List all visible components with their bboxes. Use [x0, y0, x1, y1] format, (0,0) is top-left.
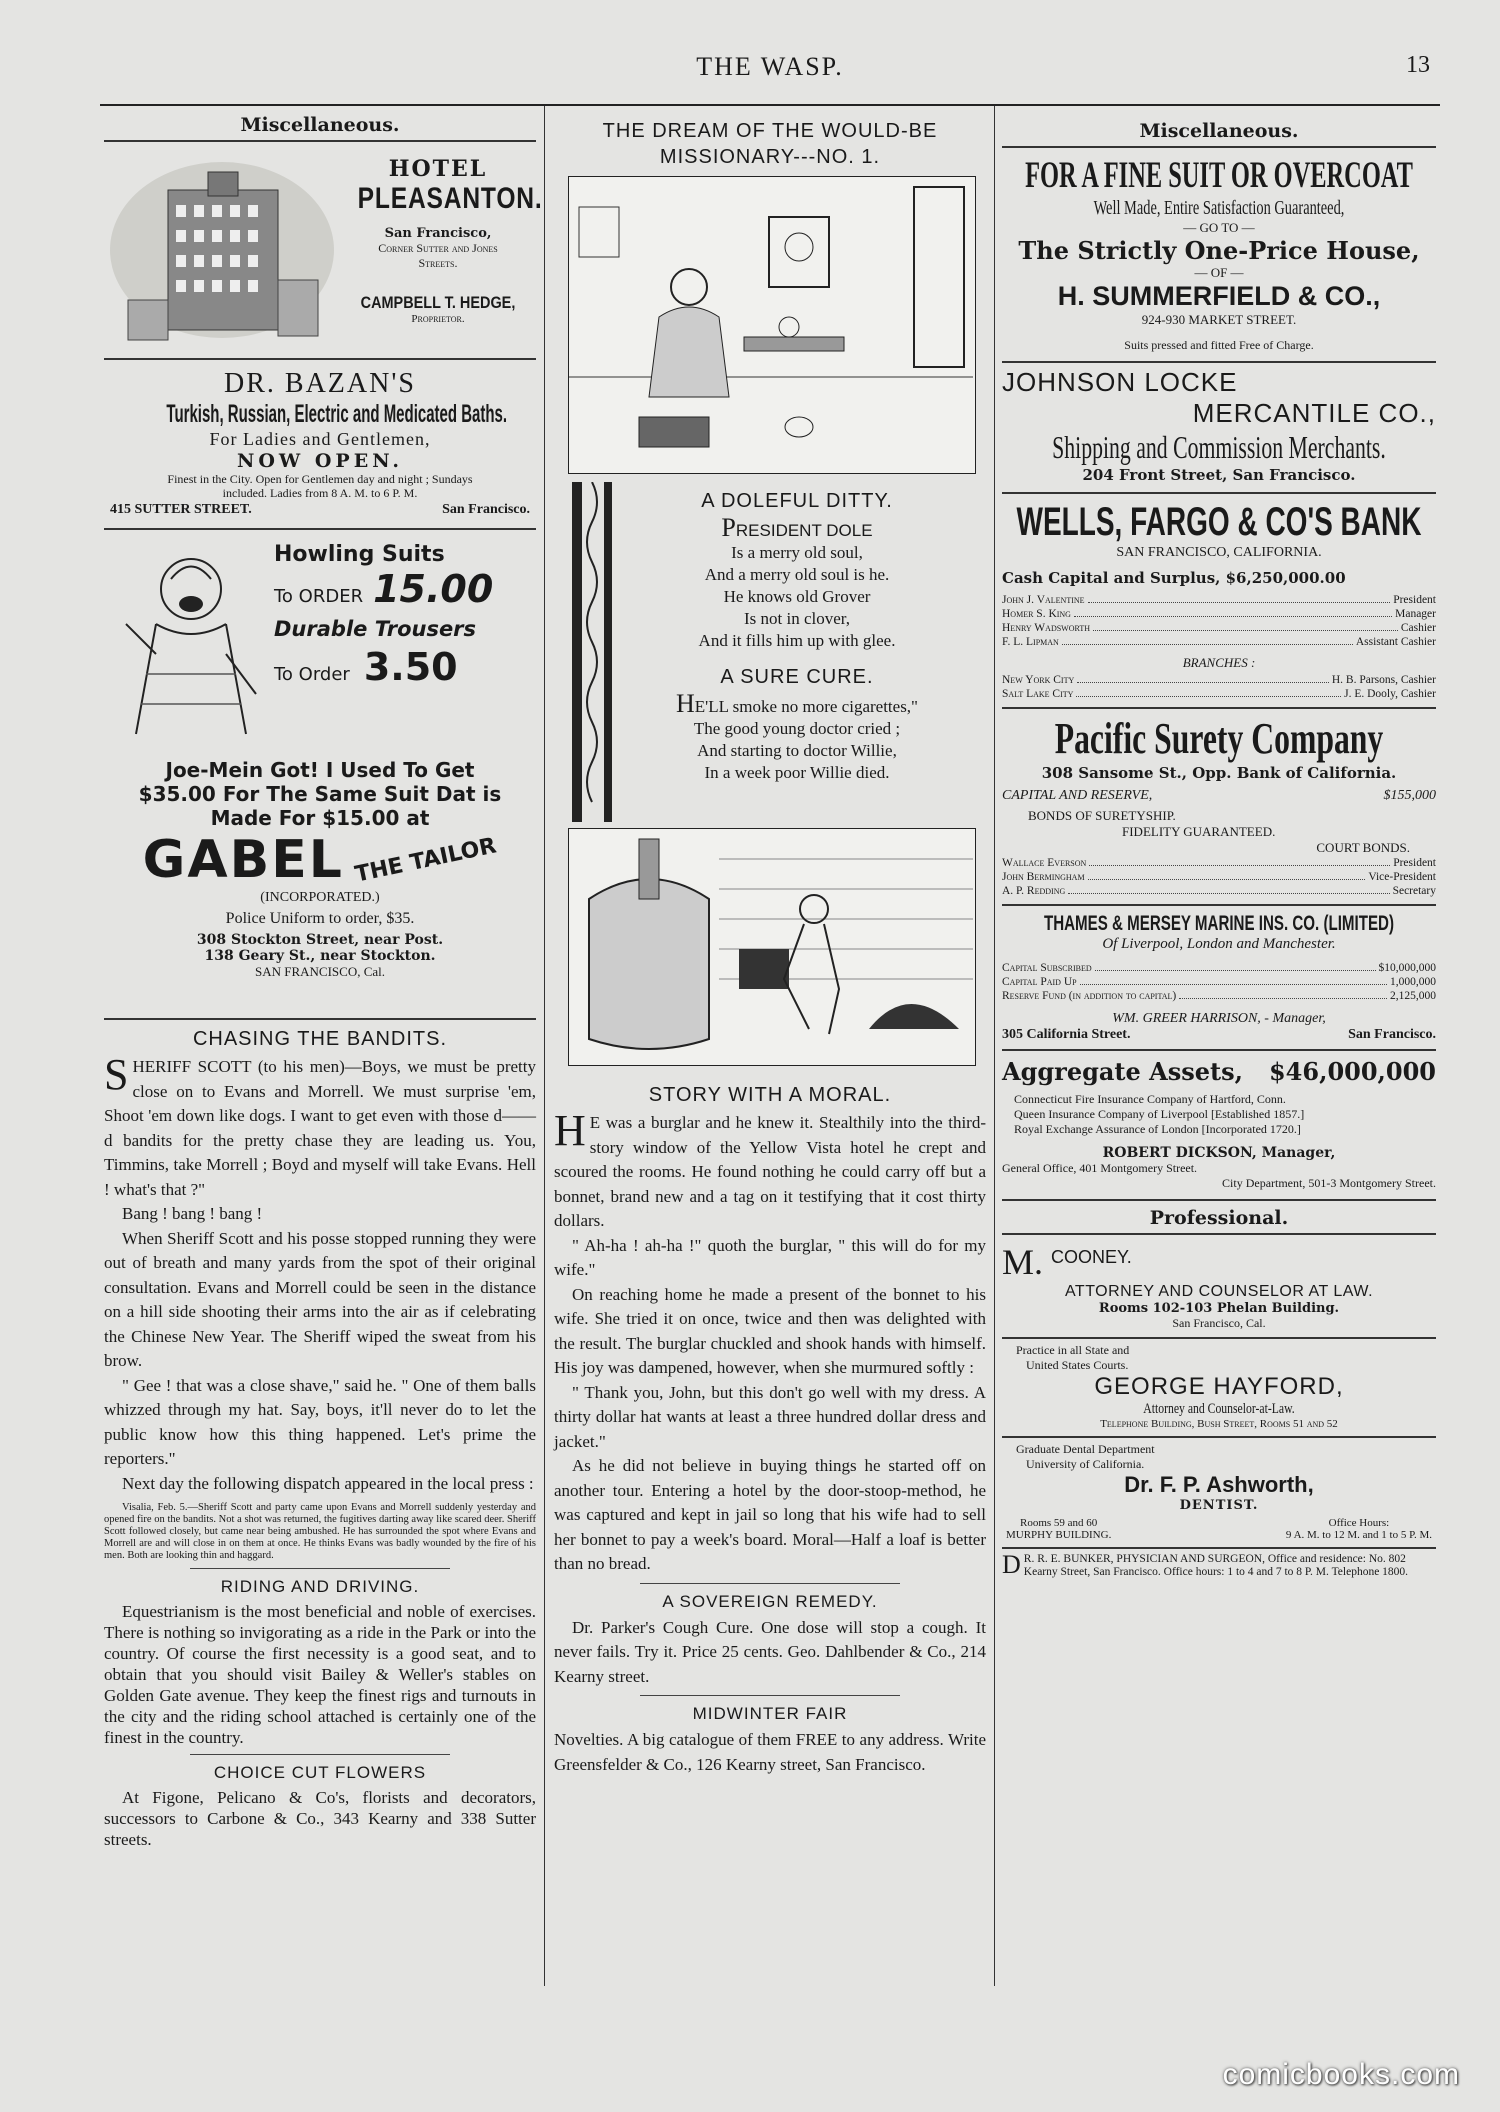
bunker-card — [1002, 1549, 1436, 1579]
hayford-title: Attorney and Counselor-at-Law. — [1143, 1401, 1295, 1417]
summerfield-ad — [1002, 148, 1436, 363]
cooney-city: San Francisco, Cal. — [1172, 1316, 1266, 1330]
fair-title: MIDWINTER FAIR — [692, 1704, 848, 1723]
cooney-title: ATTORNEY AND COUNSELOR AT LAW. — [1064, 1283, 1374, 1300]
gabel-to-order-2: To Order — [274, 664, 350, 685]
cooney-rooms: Rooms 102-103 Phelan Building. — [1098, 1301, 1340, 1316]
ditty-line-5: Is not in clover, — [743, 609, 851, 628]
thames-capital-row — [1002, 975, 1436, 989]
wells-officer-row — [1002, 607, 1436, 621]
assets-manager: ROBERT DICKSON, Manager, — [1102, 1145, 1336, 1161]
ditty-line-6: And it fills him up with glee. — [698, 631, 896, 650]
ashworth-rooms-1: Rooms 59 and 60 — [1020, 1517, 1098, 1529]
bazan-info-2: included. Ladies from 8 A. M. to 6 P. M. — [222, 486, 418, 500]
ledger-name: Henry Wadsworth — [1002, 622, 1091, 634]
cure-line-2: The good young doctor cried ; — [693, 719, 901, 738]
professional-heading: Professional. — [1002, 1201, 1436, 1235]
ashworth-hours-2: 9 A. M. to 12 M. and 1 to 5 P. M. — [1285, 1529, 1432, 1541]
bandits-p1: HERIFF SCOTT (to his men)—Boys, we must be pretty close on to Evans and Morrell. We must surprise 'em, Shoot 'em down like dogs. I want to get even with those d——d bandits for the pretty chase they are leading us. You, Timmins, take Morrell ; Boyd and myself will take Evans. Hell ! what's that ?" — [104, 1057, 536, 1199]
cure-line-3: And starting to doctor Willie, — [697, 741, 897, 760]
ledger-name: Reserve Fund (in addition to capital) — [1002, 990, 1177, 1002]
hayford-name: GEORGE HAYFORD, — [1094, 1373, 1344, 1400]
remedy-title: A SOVEREIGN REMEDY. — [662, 1591, 878, 1611]
hayford-address: Telephone Building, Bush Street, Rooms 51 and 52 — [1100, 1418, 1338, 1430]
ledger-value: President — [1393, 594, 1436, 606]
column-divider-2 — [994, 106, 995, 1986]
ditty-line-4: He knows old Grover — [723, 587, 871, 606]
cooney-initial: M. — [1002, 1242, 1044, 1282]
bandits-p2: Bang ! bang ! bang ! — [122, 1204, 263, 1223]
hotel-name-2: PLEASANTON. — [357, 182, 543, 215]
ledger-name: Salt Lake City — [1002, 688, 1074, 700]
column-left — [104, 106, 543, 1850]
wells-capital: Cash Capital and Surplus, $6,250,000.00 — [1002, 569, 1346, 587]
thames-capital-list — [1002, 961, 1436, 1003]
pacific-name: Pacific Surety Company — [1054, 714, 1384, 763]
ledger-name: John Bermingham — [1002, 871, 1085, 883]
summerfield-goto: — GO TO — — [1183, 220, 1255, 235]
gabel-police: Police Uniform to order, $35. — [225, 910, 415, 927]
bazan-address: 415 SUTTER STREET. — [110, 502, 252, 517]
ashworth-title: DENTIST. — [1179, 1498, 1259, 1513]
bunker-text: R. R. E. BUNKER, PHYSICIAN AND SURGEON, Office and residence: No. 802 Kearny Street, San Francisco. Office hours: 1 to 4 and 7 to 8 P. M. Telephone 1800. — [1023, 1553, 1409, 1578]
poems-block — [568, 482, 976, 822]
bandits-article — [104, 1050, 536, 1562]
pacific-capital-label: CAPITAL AND RESERVE, — [1002, 788, 1153, 803]
pacific-address: 308 Sansome St., Opp. Bank of California. — [1041, 764, 1397, 782]
ashworth-rooms-2: MURPHY BUILDING. — [1006, 1529, 1112, 1541]
assets-label: Aggregate Assets, — [1002, 1057, 1244, 1086]
gabel-speech-3: Made For $15.00 at — [210, 806, 430, 830]
ledger-value: Assistant Cashier — [1355, 636, 1436, 648]
pacific-officer-row — [1002, 870, 1436, 884]
pacific-bonds: BONDS OF SURETYSHIP. — [1028, 808, 1176, 823]
gabel-city: SAN FRANCISCO, Cal. — [254, 964, 386, 979]
misc-heading-right: Miscellaneous. — [1002, 106, 1436, 148]
gabel-trousers-line: Durable Trousers — [274, 617, 477, 641]
stoker-scene-drawing — [569, 829, 973, 1063]
pacific-fidelity: FIDELITY GUARANTEED. — [1122, 824, 1276, 839]
pacific-officer-row — [1002, 884, 1436, 898]
gabel-speech-2: $35.00 For The Same Suit Dat is — [138, 782, 502, 806]
bandits-p4: " Gee ! that was a close shave," said he. " One of them balls whizzed through my hat. Say, boys, it'll never do to let the public know how this thing happened. Let's prime the reporters." — [104, 1375, 536, 1468]
page-header — [100, 52, 1440, 92]
wells-officers-list — [1002, 593, 1436, 649]
ledger-name: A. P. Redding — [1002, 885, 1066, 897]
tailor-cartoon-illustration — [116, 544, 266, 744]
ashworth-hours-1: Office Hours: — [1328, 1517, 1390, 1529]
hayford-card — [1002, 1339, 1436, 1438]
thames-capital-row — [1002, 989, 1436, 1003]
ledger-value: H. B. Parsons, Cashier — [1331, 674, 1436, 686]
decorative-border-strip — [568, 482, 618, 822]
gabel-price-suit: 15.00 — [373, 567, 494, 611]
dream-illustration — [568, 176, 976, 474]
summerfield-house: The Strictly One-Price House, — [1018, 236, 1420, 265]
story-p3: On reaching home he made a present of the bonnet to his wife. She tried it on once, twice and then was delighted with the result. The burglar chuckled and shook hands with himself. His joy was dampened, however, when she murmured softly : — [554, 1284, 986, 1377]
summerfield-sub: Well Made, Entire Satisfaction Guaranteed, — [1093, 197, 1345, 219]
johnson-locke-ad — [1002, 363, 1436, 494]
wells-branches-list — [1002, 673, 1436, 701]
gabel-price-trousers: 3.50 — [363, 645, 458, 689]
ledger-value: Vice-President — [1368, 871, 1436, 883]
ditty-line-3: And a merry old soul is he. — [704, 565, 890, 584]
ledger-value: Cashier — [1400, 622, 1436, 634]
bazan-name: DR. BAZAN'S — [224, 368, 416, 399]
thames-name: THAMES & MERSEY MARINE INS. CO. (LIMITED) — [1043, 912, 1395, 935]
ledger-name: Wallace Everson — [1002, 857, 1087, 869]
hayford-practice-1: Practice in all State and — [1016, 1343, 1130, 1357]
bandits-dropcap: S — [104, 1050, 129, 1099]
gabel-to-order: To ORDER — [274, 586, 364, 607]
pacific-capital-value: $155,000 — [1383, 788, 1436, 803]
riding-text: Equestrianism is the most beneficial and noble of exercises. There is nothing so invigorating as a ride in the Park or into the country. Of course the first necessity is a good seat, and to obtain that you should visit Bailey & Weller's stables on Golden Gate avenue. They keep the finest rigs and turnouts in the city and the riding school attached is certainly one of the finest in the country. — [104, 1602, 536, 1747]
ditty-line-2: Is a merry old soul, — [731, 543, 863, 562]
story-article — [554, 1106, 986, 1577]
thames-manager: WM. GREER HARRISON, - Manager, — [1112, 1011, 1326, 1026]
bazan-baths-ad — [104, 360, 536, 530]
cooney-name: COONEY. — [1051, 1247, 1132, 1267]
bazan-baths: Turkish, Russian, Electric and Medicated Baths. — [166, 400, 508, 428]
assets-city-dept: City Department, 501-3 Montgomery Street. — [1222, 1176, 1436, 1190]
ledger-value: President — [1393, 857, 1436, 869]
riding-title: RIDING AND DRIVING. — [220, 1577, 420, 1596]
story-dropcap: H — [554, 1106, 586, 1155]
pacific-surety-ad — [1002, 709, 1436, 906]
fair-text: Novelties. A big catalogue of them FREE to any address. Write Greensfelder & Co., 126 Kearny street, San Francisco. — [554, 1730, 986, 1774]
hotel-corner-2: Streets. — [418, 256, 458, 270]
remedy-text: Dr. Parker's Cough Cure. One dose will stop a cough. It never fails. Try it. Price 25 cents. Geo. Dahlbender & Co., 214 Kearny street. — [554, 1617, 986, 1686]
bazan-info-1: Finest in the City. Open for Gentlemen day and night ; Sundays — [167, 472, 473, 486]
column-right — [1002, 106, 1436, 1579]
column-divider-1 — [544, 106, 545, 1986]
pacific-court: COURT BONDS. — [1316, 840, 1410, 855]
misc-heading: Miscellaneous. — [104, 106, 536, 142]
gabel-name: GABEL — [142, 830, 344, 890]
assets-office: General Office, 401 Montgomery Street. — [1002, 1161, 1198, 1175]
ledger-value: Manager — [1395, 608, 1436, 620]
ledger-name: Capital Paid Up — [1002, 976, 1077, 988]
bandits-dispatch: Visalia, Feb. 5.—Sheriff Scott and party came upon Evans and Morrell suddenly yesterday and opened fire on the bandits. Not a shot was returned, the fugitives darting away like scared deer. Sheriff Scott followed closely, but came near being ambushed. He has surrounded the spot where Evans and Morrell are and will close in on them at once. He thinks Evans was badly wounded by the fire of his men. Both are looking thin and haggard. — [104, 1502, 536, 1561]
ledger-value: 2,125,000 — [1390, 990, 1436, 1002]
hotel-name-1: HOTEL — [388, 156, 488, 182]
gabel-address-1: 308 Stockton Street, near Post. — [196, 932, 444, 948]
story-p5: As he did not believe in buying things he started off on another tour. Entering a hotel by the door-stoop-method, he was captured and kept in jail so long that his wife had to sell her bonnet to pay a week's board. Moral—Half a loaf is better than no bread. — [554, 1456, 986, 1573]
ashworth-card — [1002, 1438, 1436, 1549]
gabel-tailor-ad — [104, 530, 536, 1020]
summerfield-name: H. SUMMERFIELD & CO., — [1057, 281, 1381, 311]
ledger-value: 1,000,000 — [1390, 976, 1436, 988]
bandits-p5: Next day the following dispatch appeared in the local press : — [122, 1473, 534, 1493]
bazan-for: For Ladies and Gentlemen, — [209, 429, 431, 449]
wells-city: SAN FRANCISCO, CALIFORNIA. — [1116, 545, 1322, 560]
wells-name: WELLS, FARGO & CO'S BANK — [1016, 500, 1422, 544]
assets-company-3: Royal Exchange Assurance of London [Incorporated 1720.] — [1014, 1122, 1301, 1136]
ledger-value: J. E. Dooly, Cashier — [1344, 688, 1436, 700]
assets-company-2: Queen Insurance Company of Liverpool [Established 1857.] — [1014, 1107, 1305, 1121]
gabel-address-2: 138 Geary St., near Stockton. — [204, 948, 436, 964]
ledger-value: Secretary — [1392, 885, 1436, 897]
ledger-name: John J. Valentine — [1002, 594, 1085, 606]
story-p2: " Ah-ha ! ah-ha !" quoth the burglar, " this will do for my wife." — [554, 1235, 986, 1279]
furnace-illustration — [568, 828, 976, 1066]
story-p1: E was a burglar and he knew it. Stealthily into the third-story window of the Yellow Vista hotel he crept and scoured the rooms. He found nothing he could carry off but a bonnet, brand new and a tag on it testifying that it cost thirty dollars. — [554, 1113, 986, 1230]
wells-fargo-ad — [1002, 494, 1436, 709]
wells-branch-row — [1002, 673, 1436, 687]
thames-capital-row — [1002, 961, 1436, 975]
cure-title: A SURE CURE. — [720, 666, 874, 688]
pacific-officer-row — [1002, 856, 1436, 870]
ashworth-grad-2: University of California. — [1026, 1457, 1145, 1471]
cure-line-4: In a week poor Willie died. — [704, 763, 890, 782]
ditty-title: A DOLEFUL DITTY. — [701, 490, 893, 512]
summerfield-headline: FOR A FINE SUIT OR OVERCOAT — [1025, 155, 1413, 196]
flowers-text: At Figone, Pelicano & Co's, florists and decorators, successors to Carbone & Co., 343 Kearny and 338 Sutter streets. — [104, 1788, 536, 1849]
page-number: 13 — [1406, 52, 1430, 78]
ledger-name: Homer S. King — [1002, 608, 1071, 620]
hotel-pleasanton-ad — [104, 142, 543, 360]
bazan-open: NOW OPEN. — [237, 450, 403, 472]
wells-officer-row — [1002, 621, 1436, 635]
summerfield-note: Suits pressed and fitted Free of Charge. — [1124, 338, 1314, 352]
dream-title: THE DREAM OF THE WOULD-BE MISSIONARY---NO. 1. — [602, 120, 938, 168]
bunker-dropcap: D — [1002, 1550, 1021, 1579]
ledger-name: Capital Subscribed — [1002, 962, 1092, 974]
thames-address: 305 California Street. — [1002, 1027, 1131, 1042]
room-scene-drawing — [569, 177, 973, 471]
summerfield-of: — OF — — [1194, 265, 1244, 280]
ditty-line-1: RESIDENT DOLE — [735, 521, 873, 540]
locke-company: MERCANTILE CO., — [1192, 398, 1436, 428]
hayford-practice-2: United States Courts. — [1026, 1358, 1129, 1372]
pacific-officers-list — [1002, 856, 1436, 898]
wells-branch-row — [1002, 687, 1436, 701]
hotel-building-illustration — [108, 150, 336, 350]
assets-value: $46,000,000 — [1268, 1057, 1436, 1086]
thames-mersey-ad — [1002, 906, 1436, 1051]
bandits-title: CHASING THE BANDITS. — [192, 1028, 448, 1050]
hotel-proprietor-name: CAMPBELL T. HEDGE, — [360, 293, 516, 312]
story-title: STORY WITH A MORAL. — [648, 1084, 892, 1106]
wells-officer-row — [1002, 593, 1436, 607]
hotel-corner-1: Corner Sutter and Jones — [378, 241, 498, 255]
bandits-p3: When Sheriff Scott and his posse stopped running they were out of breath and many yards from the spot of their original consultation. Evans and Morrell could be seen in the distance on a hill side shooting their arms into the air as if celebrating the Chinese New Year. The Sheriff wiped the sweat from his brow. — [104, 1228, 536, 1370]
gabel-speech-1: Joe-Mein Got! I Used To Get — [165, 758, 475, 782]
story-p4: " Thank you, John, but this don't go well with my dress. A thirty dollar hat wants at least a three hundred dollar dress and jacket." — [554, 1382, 986, 1451]
wells-branches-label: BRANCHES : — [1182, 655, 1256, 670]
locke-name: JOHNSON LOCKE — [1002, 367, 1238, 397]
ashworth-grad-1: Graduate Dental Department — [1016, 1442, 1155, 1456]
ledger-name: F. L. Lipman — [1002, 636, 1059, 648]
locke-business: Shipping and Commission Merchants. — [1052, 429, 1386, 465]
aggregate-assets-ad — [1002, 1051, 1436, 1201]
site-watermark: comicbooks.com — [1222, 2058, 1460, 2091]
cure-line-1: E'LL smoke no more cigarettes," — [694, 697, 918, 716]
gabel-suits-line: Howling Suits — [274, 542, 445, 567]
hotel-city: San Francisco, — [384, 226, 492, 241]
bazan-city: San Francisco. — [442, 502, 530, 517]
cure-dropcap: H — [676, 689, 695, 718]
wells-officer-row — [1002, 635, 1436, 649]
flowers-title: CHOICE CUT FLOWERS — [213, 1763, 427, 1782]
thames-of: Of Liverpool, London and Manchester. — [1102, 936, 1336, 952]
cooney-card — [1002, 1235, 1436, 1339]
gabel-incorporated: (INCORPORATED.) — [260, 890, 380, 905]
assets-company-1: Connecticut Fire Insurance Company of Hartford, Conn. — [1014, 1092, 1286, 1106]
gabel-the-tailor: THE TAILOR — [352, 832, 499, 888]
hotel-proprietor-title: Proprietor. — [411, 313, 465, 325]
masthead-title: THE WASP. — [696, 52, 844, 81]
ledger-value: $10,000,000 — [1378, 962, 1436, 974]
locke-address: 204 Front Street, San Francisco. — [1082, 466, 1356, 484]
thames-city: San Francisco. — [1348, 1027, 1436, 1042]
column-middle — [554, 106, 986, 1777]
ditty-dropcap: P — [721, 513, 736, 542]
ledger-name: New York City — [1002, 674, 1075, 686]
ashworth-name: Dr. F. P. Ashworth, — [1124, 1472, 1314, 1497]
summerfield-address: 924-930 MARKET STREET. — [1141, 312, 1297, 327]
